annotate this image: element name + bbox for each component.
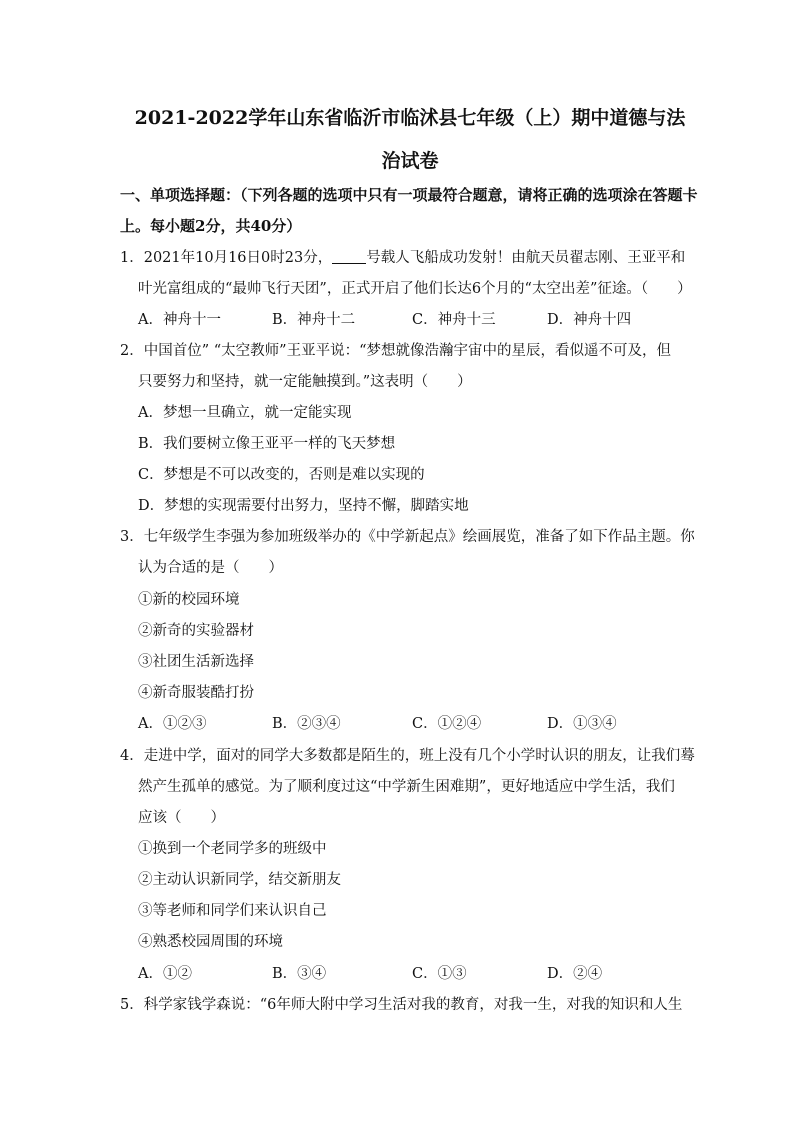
question-2-line-1: 2．中国首位” “太空教师”王亚平说：“梦想就像浩瀚宇宙中的星辰，看似遥不可及，但 [120, 343, 671, 359]
question-4-item-2: ②主动认识新同学，结交新朋友 [138, 872, 341, 888]
question-3-option-c: C．①②④ [412, 716, 482, 732]
question-1-option-c: C．神舟十三 [412, 312, 496, 328]
question-4-item-3: ③等老师和同学们来认识自己 [138, 903, 327, 919]
question-4-option-a: A．①② [138, 966, 192, 982]
question-3-option-a: A．①②③ [138, 716, 207, 732]
question-3-item-1: ①新的校园环境 [138, 592, 240, 608]
question-3-line-2: 认为合适的是（ ） [138, 560, 283, 576]
question-1-option-b: B．神舟十二 [272, 312, 356, 328]
question-2-option-d: D．梦想的实现需要付出努力，坚持不懈，脚踏实地 [138, 498, 469, 514]
question-2-option-c: C．梦想是不可以改变的，否则是难以实现的 [138, 467, 425, 483]
exam-title-line-2: 治试卷 [381, 150, 439, 172]
question-1-line-1 [120, 248, 685, 268]
question-3-line-1: 3．七年级学生李强为参加班级举办的《中学新起点》绘画展览，准备了如下作品主题。你 [120, 529, 695, 545]
answer-blank [332, 249, 366, 264]
question-1-option-a: A．神舟十一 [138, 312, 221, 328]
section-heading-line-2: 上。每小题2分，共40分） [120, 217, 302, 235]
question-1-text-after-blank: 号载人飞船成功发射！由航天员翟志刚、王亚平和 [366, 250, 686, 266]
question-1-text-before-blank: 1．2021年10月16日0时23分， [120, 250, 333, 266]
question-4-line-2: 然产生孤单的感觉。为了顺利度过这“中学新生困难期”，更好地适应中学生活，我们 [138, 779, 675, 795]
question-3-option-d: D．①③④ [547, 716, 617, 732]
question-3-item-4: ④新奇服装酷打扮 [138, 685, 254, 701]
question-4-line-3: 应该（ ） [138, 810, 225, 826]
question-4-option-c: C．①③ [412, 966, 467, 982]
question-2-option-b: B．我们要树立像王亚平一样的飞天梦想 [138, 436, 396, 452]
question-5-line-1: 5．科学家钱学森说：“6年师大附中学习生活对我的教育，对我一生，对我的知识和人生 [120, 997, 683, 1013]
question-4-item-4: ④熟悉校园周围的环境 [138, 934, 283, 950]
question-3-item-3: ③社团生活新选择 [138, 654, 254, 670]
question-3-option-b: B．②③④ [272, 716, 341, 732]
question-2-line-2: 只要努力和坚持，就一定能触摸到。”这表明（ ） [138, 374, 472, 390]
question-1-option-d: D．神舟十四 [547, 312, 632, 328]
question-4-item-1: ①换到一个老同学多的班级中 [138, 841, 327, 857]
question-2-option-a: A．梦想一旦确立，就一定能实现 [138, 405, 352, 421]
question-4-option-b: B．③④ [272, 966, 327, 982]
question-4-option-d: D．②④ [547, 966, 603, 982]
section-heading-line-1: 一、单项选择题：（下列各题的选项中只有一项最符合题意，请将正确的选项涂在答题卡 [120, 186, 698, 204]
question-4-line-1: 4．走进中学，面对的同学大多数都是陌生的，班上没有几个小学时认识的朋友，让我们蓦 [120, 748, 695, 764]
exam-title-line-1: 2021-2022学年山东省临沂市临沭县七年级（上）期中道德与法 [134, 107, 686, 129]
question-1-line-2: 叶光富组成的“最帅飞行天团”，正式开启了他们长达6个月的“太空出差”征途。（ ） [138, 281, 692, 297]
question-3-item-2: ②新奇的实验器材 [138, 623, 254, 639]
